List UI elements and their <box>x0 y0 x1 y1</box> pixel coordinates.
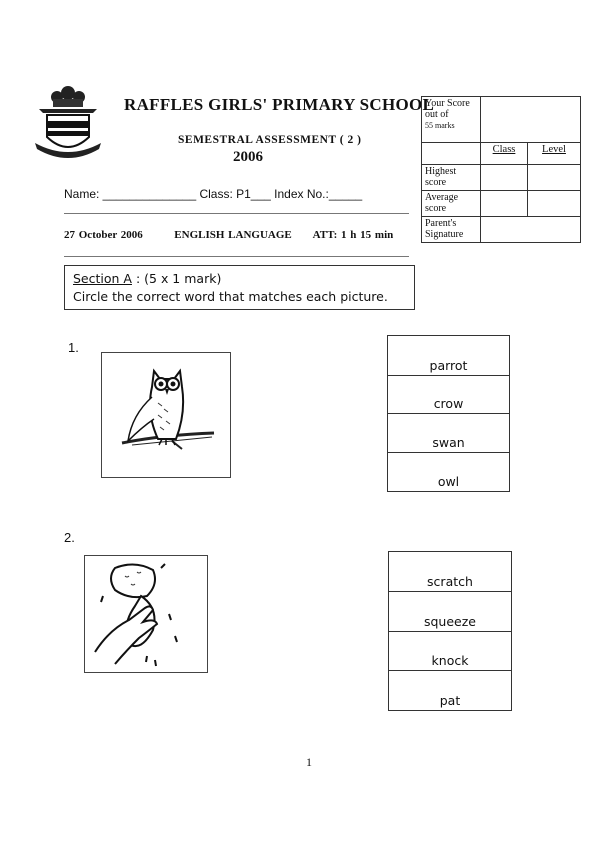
exam-info-line <box>64 229 393 241</box>
option-knock[interactable]: knock <box>389 632 512 671</box>
section-title: Section A <box>73 271 132 286</box>
option-owl[interactable]: owl <box>388 453 510 492</box>
question-2-options <box>388 551 512 711</box>
option-squeeze[interactable]: squeeze <box>389 592 512 632</box>
squeeze-sponge-icon <box>85 556 207 672</box>
option-pat[interactable]: pat <box>389 671 512 711</box>
question-1-options <box>387 335 510 492</box>
school-crest-icon <box>33 85 103 165</box>
question-2-picture <box>84 555 208 673</box>
option-crow[interactable]: crow <box>388 376 510 414</box>
assessment-title: SEMESTRAL ASSESSMENT ( 2 ) <box>178 134 362 146</box>
exam-subject: ENGLISH LANGUAGE <box>174 229 292 241</box>
section-instruction: Circle the correct word that matches each picture. <box>73 289 388 304</box>
page-number: 1 <box>306 755 312 769</box>
section-marks: : (5 x 1 mark) <box>135 271 222 286</box>
question-number: 2. <box>64 530 75 545</box>
option-scratch[interactable]: scratch <box>389 552 512 592</box>
school-name: RAFFLES GIRLS' PRIMARY SCHOOL <box>124 95 435 114</box>
row-parent-signature: Parent's Signature <box>422 217 481 243</box>
exam-date: 27 October 2006 <box>64 229 143 241</box>
divider-rule <box>64 256 409 257</box>
section-a-box <box>64 265 415 310</box>
score-entry-cell[interactable] <box>481 97 581 143</box>
your-score-cell: Your Score out of 55 marks <box>422 97 481 143</box>
time-allowed: ATT: 1 h 15 min <box>312 229 394 241</box>
divider-rule <box>64 213 409 214</box>
column-class: Class <box>481 143 528 165</box>
option-parrot[interactable]: parrot <box>388 336 510 376</box>
name-class-index-line[interactable]: Name: ______________ Class: P1___ Index No.:_____ <box>64 187 363 201</box>
row-highest-score: Highest score <box>422 165 481 191</box>
score-marks: 55 marks <box>425 121 455 130</box>
score-table <box>421 96 581 243</box>
question-1-picture <box>101 352 231 478</box>
column-level: Level <box>528 143 581 165</box>
question-number: 1. <box>68 340 79 355</box>
option-swan[interactable]: swan <box>388 414 510 453</box>
row-average-score: Average score <box>422 191 481 217</box>
owl-icon <box>102 353 230 477</box>
signature-cell[interactable] <box>481 217 581 243</box>
assessment-year: 2006 <box>233 149 263 165</box>
